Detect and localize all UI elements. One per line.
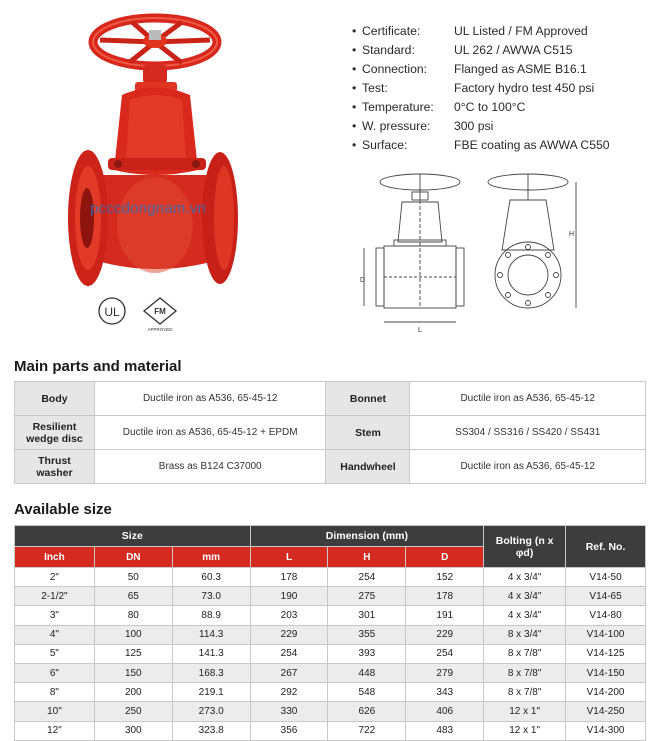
spec-key: Surface: [362, 138, 408, 152]
cell-d: 406 [406, 702, 484, 721]
cell-mm: 60.3 [172, 568, 250, 587]
table-row [15, 721, 646, 740]
cell-mm: 88.9 [172, 606, 250, 625]
cell-h: 722 [328, 721, 406, 740]
ul-logo-text: UL [104, 305, 120, 319]
spec-key: W. pressure: [362, 119, 431, 133]
table-row [15, 683, 646, 702]
cell-bolting: 12 x 1" [484, 721, 566, 740]
watermark: pcccdongnam.vn [90, 200, 207, 217]
spec-key: Test: [362, 81, 388, 95]
cell-l: 356 [250, 721, 328, 740]
cell-d: 191 [406, 606, 484, 625]
cell-bolting: 4 x 3/4" [484, 606, 566, 625]
spec-row: • Temperature: 0°C to 100°C [352, 98, 610, 117]
header-ref-no: Ref. No. [566, 526, 646, 568]
cell-bolting: 8 x 7/8" [484, 683, 566, 702]
drawing-label-l: L [418, 327, 422, 334]
cell-mm: 219.1 [172, 683, 250, 702]
fm-approved-text: APPROVED [147, 327, 173, 332]
parts-row [15, 416, 646, 450]
cell-inch: 2" [15, 568, 95, 587]
cell-ref-no: V14-250 [566, 702, 646, 721]
cell-ref-no: V14-65 [566, 587, 646, 606]
spec-row: • W. pressure: 300 psi [352, 117, 610, 136]
spec-value: Factory hydro test 450 psi [454, 81, 595, 95]
cell-l: 203 [250, 606, 328, 625]
header-d: D [406, 547, 484, 568]
cell-mm: 73.0 [172, 587, 250, 606]
size-table-body [15, 568, 646, 741]
cell-l: 267 [250, 663, 328, 682]
header-mm: mm [172, 547, 250, 568]
cell-d: 229 [406, 625, 484, 644]
cell-d: 178 [406, 587, 484, 606]
header-size: Size [15, 526, 251, 547]
spec-row: • Connection: Flanged as ASME B16.1 [352, 60, 610, 79]
drawing-label-h: H [569, 231, 575, 238]
fm-logo-text: FM [154, 307, 166, 316]
cell-mm: 273.0 [172, 702, 250, 721]
cell-inch: 3" [15, 606, 95, 625]
cell-inch: 5" [15, 644, 95, 663]
cell-inch: 6" [15, 663, 95, 682]
part-name: Body [15, 382, 95, 416]
spec-key: Temperature: [362, 100, 434, 114]
gate-valve-image [60, 10, 260, 340]
cell-l: 254 [250, 644, 328, 663]
cell-inch: 10" [15, 702, 95, 721]
cell-inch: 8" [15, 683, 95, 702]
header-l: L [250, 547, 328, 568]
part-name: Thrust washer [15, 450, 95, 484]
table-row [15, 606, 646, 625]
cell-l: 330 [250, 702, 328, 721]
cell-bolting: 8 x 7/8" [484, 644, 566, 663]
spec-value: UL 262 / AWWA C515 [454, 43, 573, 57]
part-name: Bonnet [326, 382, 410, 416]
cell-h: 548 [328, 683, 406, 702]
part-material: Ductile iron as A536, 65-45-12 [94, 382, 326, 416]
part-name: Stem [326, 416, 410, 450]
cell-bolting: 12 x 1" [484, 702, 566, 721]
product-hero [0, 0, 658, 345]
cell-bolting: 8 x 3/4" [484, 625, 566, 644]
cell-bolting: 8 x 7/8" [484, 663, 566, 682]
spec-value: FBE coating as AWWA C550 [454, 138, 610, 152]
part-material: Ductile iron as A536, 65-45-12 + EPDM [94, 416, 326, 450]
part-name: Resilient wedge disc [15, 416, 95, 450]
parts-table [14, 381, 646, 484]
header-inch: Inch [15, 547, 95, 568]
cell-h: 275 [328, 587, 406, 606]
cell-l: 178 [250, 568, 328, 587]
drawing-label-d: D [360, 277, 366, 284]
cell-dn: 125 [94, 644, 172, 663]
cell-ref-no: V14-150 [566, 663, 646, 682]
size-section-title: Available size [14, 501, 112, 518]
cell-h: 254 [328, 568, 406, 587]
part-material: Ductile iron as A536, 65-45-12 [410, 450, 646, 484]
table-row [15, 702, 646, 721]
spec-list [352, 22, 610, 155]
spec-row: • Standard: UL 262 / AWWA C515 [352, 41, 610, 60]
cell-h: 355 [328, 625, 406, 644]
cell-inch: 2-1/2" [15, 587, 95, 606]
cell-mm: 114.3 [172, 625, 250, 644]
cell-d: 152 [406, 568, 484, 587]
cell-mm: 141.3 [172, 644, 250, 663]
cell-dn: 65 [94, 587, 172, 606]
cell-mm: 168.3 [172, 663, 250, 682]
spec-key: Connection: [362, 62, 428, 76]
header-h: H [328, 547, 406, 568]
table-row [15, 587, 646, 606]
cell-h: 626 [328, 702, 406, 721]
table-row [15, 568, 646, 587]
cell-h: 448 [328, 663, 406, 682]
cell-bolting: 4 x 3/4" [484, 568, 566, 587]
cell-dn: 250 [94, 702, 172, 721]
parts-section-title: Main parts and material [14, 358, 182, 375]
spec-value: 300 psi [454, 119, 494, 133]
table-row [15, 625, 646, 644]
header-dn: DN [94, 547, 172, 568]
cell-dn: 50 [94, 568, 172, 587]
cell-dn: 80 [94, 606, 172, 625]
header-bolting: Bolting (n x φd) [484, 526, 566, 568]
parts-row [15, 382, 646, 416]
cell-bolting: 4 x 3/4" [484, 587, 566, 606]
cell-l: 292 [250, 683, 328, 702]
cell-ref-no: V14-50 [566, 568, 646, 587]
spec-key: Certificate: [362, 24, 421, 38]
cell-ref-no: V14-200 [566, 683, 646, 702]
cell-inch: 12" [15, 721, 95, 740]
cell-l: 190 [250, 587, 328, 606]
cell-dn: 200 [94, 683, 172, 702]
cell-h: 301 [328, 606, 406, 625]
size-table [14, 525, 646, 741]
spec-row: • Test: Factory hydro test 450 psi [352, 79, 610, 98]
spec-value: 0°C to 100°C [454, 100, 526, 114]
cell-ref-no: V14-80 [566, 606, 646, 625]
cell-ref-no: V14-100 [566, 625, 646, 644]
part-name: Handwheel [326, 450, 410, 484]
cell-dn: 100 [94, 625, 172, 644]
part-material: SS304 / SS316 / SS420 / SS431 [410, 416, 646, 450]
table-row [15, 644, 646, 663]
cell-dn: 300 [94, 721, 172, 740]
cell-d: 279 [406, 663, 484, 682]
part-material: Ductile iron as A536, 65-45-12 [410, 382, 646, 416]
spec-value: Flanged as ASME B16.1 [454, 62, 587, 76]
cell-ref-no: V14-125 [566, 644, 646, 663]
cell-inch: 4" [15, 625, 95, 644]
technical-drawing [350, 170, 590, 335]
cell-ref-no: V14-300 [566, 721, 646, 740]
cell-dn: 150 [94, 663, 172, 682]
cell-d: 254 [406, 644, 484, 663]
spec-row: • Surface: FBE coating as AWWA C550 [352, 136, 610, 155]
header-dimension: Dimension (mm) [250, 526, 484, 547]
cell-h: 393 [328, 644, 406, 663]
cell-d: 343 [406, 683, 484, 702]
cell-l: 229 [250, 625, 328, 644]
spec-key: Standard: [362, 43, 415, 57]
parts-row [15, 450, 646, 484]
cell-mm: 323.8 [172, 721, 250, 740]
spec-row: • Certificate: UL Listed / FM Approved [352, 22, 610, 41]
part-material: Brass as B124 C37000 [94, 450, 326, 484]
table-row [15, 663, 646, 682]
cell-d: 483 [406, 721, 484, 740]
spec-value: UL Listed / FM Approved [454, 24, 588, 38]
